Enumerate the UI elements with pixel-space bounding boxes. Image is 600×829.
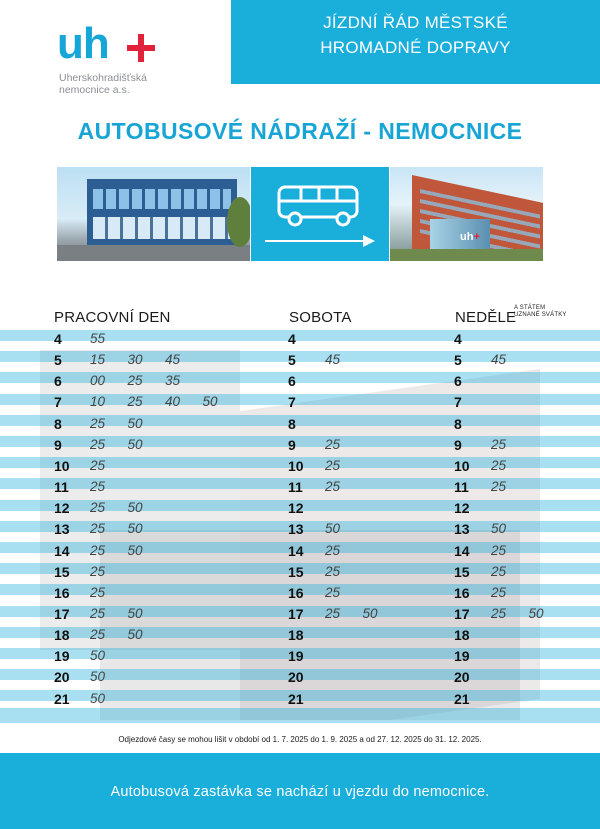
departure-minute: 50 <box>127 415 143 431</box>
departure-hour: 19 <box>454 648 470 665</box>
departure-minute: 00 <box>90 373 106 389</box>
departure-minute: 50 <box>127 542 143 558</box>
departure-hour: 20 <box>454 669 470 686</box>
departure-hour: 19 <box>288 648 304 665</box>
departure-hour: 17 <box>288 605 304 622</box>
footer-text: Autobusová zastávka se nachází u vjezdu do nemocnice. <box>110 784 490 800</box>
departure-minute: 25 <box>90 457 106 473</box>
timetable-row-sunday <box>0 542 600 563</box>
departure-hour: 10 <box>454 457 470 474</box>
photo-strip <box>57 167 543 261</box>
timetable-row-sunday <box>0 478 600 499</box>
departure-hour: 7 <box>454 394 462 411</box>
sunday-holiday-note <box>514 305 567 319</box>
departure-minute: 25 <box>491 479 507 495</box>
departure-minute: 50 <box>90 690 106 706</box>
departure-hour: 17 <box>454 605 470 622</box>
bus-direction-panel <box>251 167 389 261</box>
departure-minute: 25 <box>325 584 341 600</box>
timetable-row-sunday <box>0 393 600 414</box>
departure-minute: 50 <box>127 436 143 452</box>
departure-minute: 50 <box>90 669 106 685</box>
bus-station-photo <box>57 167 250 261</box>
departure-hour: 7 <box>288 394 296 411</box>
departure-minute: 25 <box>491 436 507 452</box>
departure-hour: 21 <box>54 690 70 707</box>
departure-minute: 25 <box>325 605 341 621</box>
departure-minute: 25 <box>90 542 106 558</box>
departure-hour: 9 <box>54 436 62 453</box>
departure-hour: 16 <box>454 584 470 601</box>
departure-minute: 25 <box>90 521 106 537</box>
timetable-row-sunday <box>0 563 600 584</box>
timetable-row-sunday <box>0 605 600 626</box>
departure-hour: 18 <box>54 627 70 644</box>
departure-hour: 13 <box>54 521 70 538</box>
departure-hour: 9 <box>454 436 462 453</box>
validity-note: Odjezdové časy se mohou lišit v období od 1. 7. 2025 do 1. 9. 2025 a od 27. 12. 2025 do 31. 12. 2025. <box>118 735 482 744</box>
departure-minute: 35 <box>165 373 181 389</box>
departure-minute: 25 <box>90 415 106 431</box>
departure-hour: 15 <box>288 563 304 580</box>
departure-minute: 50 <box>90 648 106 664</box>
timetable-row-sunday <box>0 647 600 668</box>
departure-hour: 14 <box>288 542 304 559</box>
departure-minute: 50 <box>127 521 143 537</box>
hospital-logo <box>57 19 187 102</box>
departure-hour: 12 <box>288 500 304 517</box>
departure-minute: 50 <box>202 394 218 410</box>
departure-hour: 20 <box>288 669 304 686</box>
departure-minute: 25 <box>491 457 507 473</box>
departure-minute: 25 <box>90 584 106 600</box>
departure-hour: 18 <box>454 627 470 644</box>
departure-hour: 17 <box>54 605 70 622</box>
timetable-row-sunday <box>0 499 600 520</box>
departure-hour: 13 <box>288 521 304 538</box>
departure-minute: 25 <box>90 436 106 452</box>
departure-minute: 50 <box>127 500 143 516</box>
departure-minute: 15 <box>90 352 106 368</box>
departure-hour: 14 <box>54 542 70 559</box>
timetable-row-sunday <box>0 372 600 393</box>
departure-minute: 45 <box>325 352 341 368</box>
column-header-sunday: NEDĚLE <box>455 309 517 326</box>
departure-hour: 8 <box>288 415 296 432</box>
timetable-row-sunday <box>0 520 600 541</box>
timetable-row-sunday <box>0 626 600 647</box>
departure-hour: 12 <box>54 500 70 517</box>
departure-minute: 45 <box>165 352 181 368</box>
departure-hour: 4 <box>454 331 462 347</box>
departure-minute: 50 <box>127 627 143 643</box>
departure-minute: 25 <box>491 563 507 579</box>
departure-minute: 50 <box>528 605 544 621</box>
departure-hour: 11 <box>288 479 303 496</box>
departure-hour: 20 <box>54 669 70 686</box>
timetable-row-sunday <box>0 457 600 478</box>
departure-hour: 15 <box>54 563 70 580</box>
departure-minute: 50 <box>325 521 341 537</box>
hospital-photo: uh+ <box>390 167 543 261</box>
departure-minute: 45 <box>491 352 507 368</box>
departure-minute: 25 <box>90 500 106 516</box>
timetable-row-sunday <box>0 668 600 689</box>
departure-hour: 19 <box>54 648 70 665</box>
departure-hour: 8 <box>54 415 62 432</box>
departure-hour: 14 <box>454 542 470 559</box>
departure-minute: 25 <box>90 479 106 495</box>
timetable-row-sunday <box>0 330 600 351</box>
plus-icon <box>127 34 155 62</box>
departure-minute: 25 <box>90 563 106 579</box>
timetable-row-sunday <box>0 690 600 711</box>
departure-hour: 15 <box>454 563 470 580</box>
header-line1: JÍZDNÍ ŘÁD MĚSTSKÉ <box>323 13 508 32</box>
logo-text-line1: Uherskohradišťská <box>59 72 147 84</box>
departure-hour: 5 <box>288 352 296 369</box>
departure-hour: 11 <box>54 479 69 496</box>
sunday-note-line2: UZNANÉ SVÁTKY <box>514 312 567 318</box>
departure-minute: 25 <box>325 542 341 558</box>
timetable-row-sunday <box>0 415 600 436</box>
timetable-row-sunday <box>0 351 600 372</box>
arrow-right-icon <box>251 167 389 261</box>
departure-minute: 40 <box>165 394 181 410</box>
departure-hour: 12 <box>454 500 470 517</box>
timetable-row-sunday <box>0 436 600 457</box>
departure-minute: 30 <box>127 352 143 368</box>
column-header-saturday: SOBOTA <box>289 309 352 326</box>
departure-minute: 25 <box>127 373 143 389</box>
departure-minute: 10 <box>90 394 106 410</box>
departure-hour: 6 <box>288 373 296 390</box>
departure-minute: 25 <box>90 605 106 621</box>
departure-minute: 25 <box>491 584 507 600</box>
departure-minute: 25 <box>127 394 143 410</box>
departure-minute: 55 <box>90 331 106 346</box>
column-header-weekday: PRACOVNÍ DEN <box>54 309 171 326</box>
route-title: AUTOBUSOVÉ NÁDRAŽÍ - NEMOCNICE <box>77 118 523 144</box>
departure-hour: 10 <box>54 457 70 474</box>
header-title-box <box>231 0 600 84</box>
departure-minute: 25 <box>325 457 341 473</box>
departure-minute: 50 <box>362 605 378 621</box>
departure-hour: 9 <box>288 436 296 453</box>
departure-minute: 25 <box>325 563 341 579</box>
departure-hour: 18 <box>288 627 304 644</box>
sunday-note-line1: A STÁTEM <box>514 305 546 311</box>
departure-hour: 16 <box>288 584 304 601</box>
departure-hour: 5 <box>54 352 62 369</box>
departure-hour: 16 <box>54 584 70 601</box>
departure-hour: 6 <box>454 373 462 390</box>
departure-hour: 21 <box>454 690 470 707</box>
departure-minute: 50 <box>491 521 507 537</box>
departure-minute: 25 <box>491 605 507 621</box>
timetable-row-sunday <box>0 584 600 605</box>
logo-text <box>59 72 179 96</box>
departure-minute: 25 <box>491 542 507 558</box>
departure-hour: 4 <box>288 331 296 347</box>
departure-hour: 5 <box>454 352 462 369</box>
departure-hour: 8 <box>454 415 462 432</box>
departure-hour: 21 <box>288 690 304 707</box>
logo-mark: uh <box>57 19 109 68</box>
departure-hour: 4 <box>54 331 62 347</box>
departure-minute: 25 <box>325 479 341 495</box>
departure-minute: 50 <box>127 605 143 621</box>
departure-hour: 7 <box>54 394 62 411</box>
header-line2: HROMADNÉ DOPRAVY <box>320 38 511 57</box>
departure-hour: 13 <box>454 521 470 538</box>
departure-hour: 6 <box>54 373 62 390</box>
departure-minute: 25 <box>325 436 341 452</box>
departure-minute: 25 <box>90 627 106 643</box>
logo-text-line2: nemocnice a.s. <box>59 84 130 96</box>
departure-hour: 10 <box>288 457 304 474</box>
departure-hour: 11 <box>454 479 469 496</box>
